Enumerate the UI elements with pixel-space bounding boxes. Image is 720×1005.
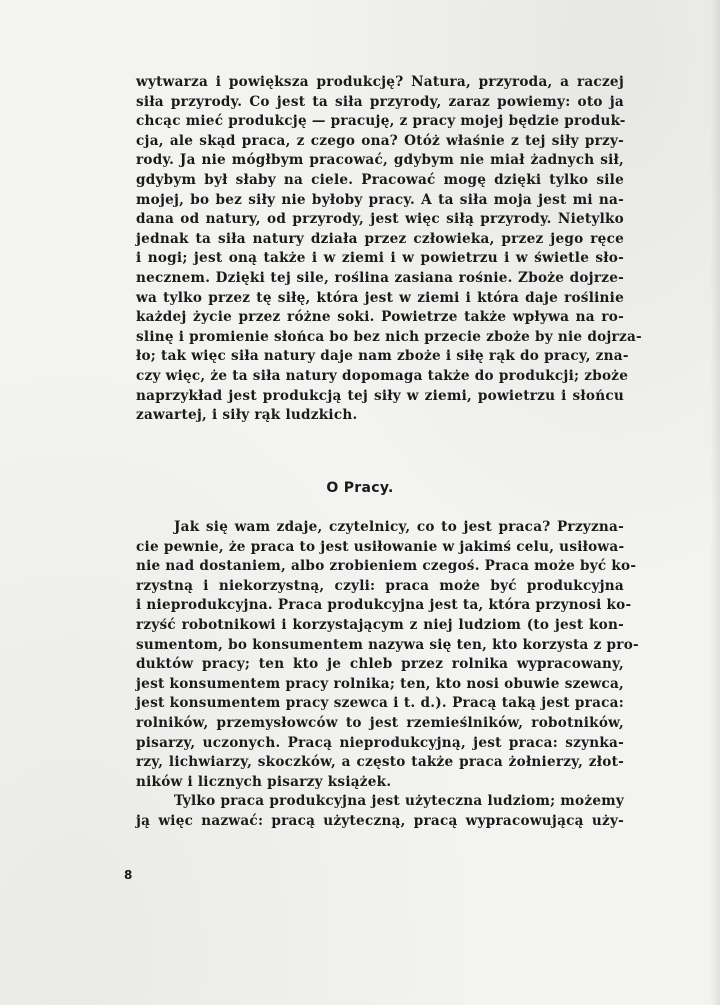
text-line: rody. Ja nie mógłbym pracować, gdybym nie miał żadnych sił,	[136, 152, 624, 169]
text-line: duktów pracy; ten kto je chleb przez rolnika wypracowany,	[136, 656, 624, 673]
text-line: cja, ale skąd praca, z czego ona? Otóż właśnie z tej siły przy-	[136, 132, 624, 149]
text-line: i nieprodukcyjna. Praca produkcyjna jest ta, która przynosi ko-	[136, 597, 632, 614]
text-line: gdybym był słaby na ciele. Pracować mogę dzięki tylko sile	[136, 171, 624, 188]
text-line: zawartej, i siły rąk ludzkich.	[136, 407, 358, 424]
text-line: rzystną i niekorzystną, czyli: praca może być produkcyjna	[136, 577, 624, 594]
section-heading: O Pracy.	[326, 480, 394, 496]
paragraph-production	[136, 73, 642, 426]
page-edge-shadow	[710, 0, 720, 1005]
text-line: jest konsumentem pracy rolnika; ten, kto nosi obuwie szewca,	[136, 675, 624, 692]
text-line: dana od natury, od przyrody, jest więc siłą przyrody. Nietylko	[136, 211, 624, 228]
text-line: ników i licznych pisarzy książek.	[136, 773, 392, 790]
text-line: cie pewnie, że praca to jest usiłowanie w jakimś celu, usiłowa-	[136, 538, 625, 555]
page-number: 8	[124, 868, 133, 882]
text-line: ło; tak więc siła natury daje nam zboże i siłę rąk do pracy, zna-	[136, 348, 629, 365]
text-line: slinę i promienie słońca bo bez nich przecie zboże by nie dojrza-	[136, 328, 642, 345]
text-line: każdej życie przez różne soki. Powietrze także wpływa na ro-	[136, 309, 624, 326]
text-line: jednak ta siła natury działa przez człowieka, przez jego ręce	[136, 230, 624, 247]
text-line: i nogi; jest oną także i w ziemi i w powietrzu i w świetle sło-	[136, 250, 624, 267]
text-line: pisarzy, uczonych. Pracą nieprodukcyjną, jest praca: szynka-	[136, 734, 624, 751]
text-line: chcąc mieć produkcję — pracuję, z pracy mojej będzie produk-	[136, 113, 626, 130]
text-line: mojej, bo bez siły nie byłoby pracy. A ta siła moja jest mi na-	[136, 191, 624, 208]
text-line: Jak się wam zdaje, czytelnicy, co to jest praca? Przyzna-	[174, 519, 624, 535]
text-line: rzyść robotnikowi i korzystającym z niej ludziom (to jest kon-	[136, 616, 624, 633]
text-line: nie nad dostaniem, albo zrobieniem czegoś. Praca może być ko-	[136, 558, 637, 575]
text-line: sumentom, bo konsumentem nazywa się ten, kto korzysta z pro-	[136, 636, 639, 653]
text-line: wytwarza i powiększa produkcję? Natura, przyroda, a raczej	[136, 74, 624, 90]
text-line: rolników, przemysłowców to jest rzemieślników, robotników,	[136, 714, 624, 731]
paragraph-work	[136, 518, 639, 832]
text-line: naprzykład jest produkcją tej siły w ziemi, powietrzu i słońcu	[136, 387, 624, 404]
text-line: siła przyrody. Co jest ta siła przyrody, zaraz powiemy: oto ja	[136, 93, 624, 110]
text-line: necznem. Dzięki tej sile, roślina zasiana rośnie. Zboże dojrze-	[136, 269, 624, 286]
text-line: ją więc nazwać: pracą użyteczną, pracą wypracowującą uży-	[136, 812, 624, 829]
text-line: Tylko praca produkcyjna jest użyteczna ludziom; możemy	[174, 793, 624, 810]
text-line: wa tylko przez tę siłę, która jest w ziemi i która daje roślinie	[136, 289, 624, 306]
text-line: jest konsumentem pracy szewca i t. d.). Pracą taką jest praca:	[136, 695, 624, 712]
text-line: rzy, lichwiarzy, skoczków, a często także praca żołnierzy, złot-	[136, 754, 624, 771]
text-line: czy więc, że ta siła natury dopomaga także do produkcji; zboże	[136, 367, 629, 384]
